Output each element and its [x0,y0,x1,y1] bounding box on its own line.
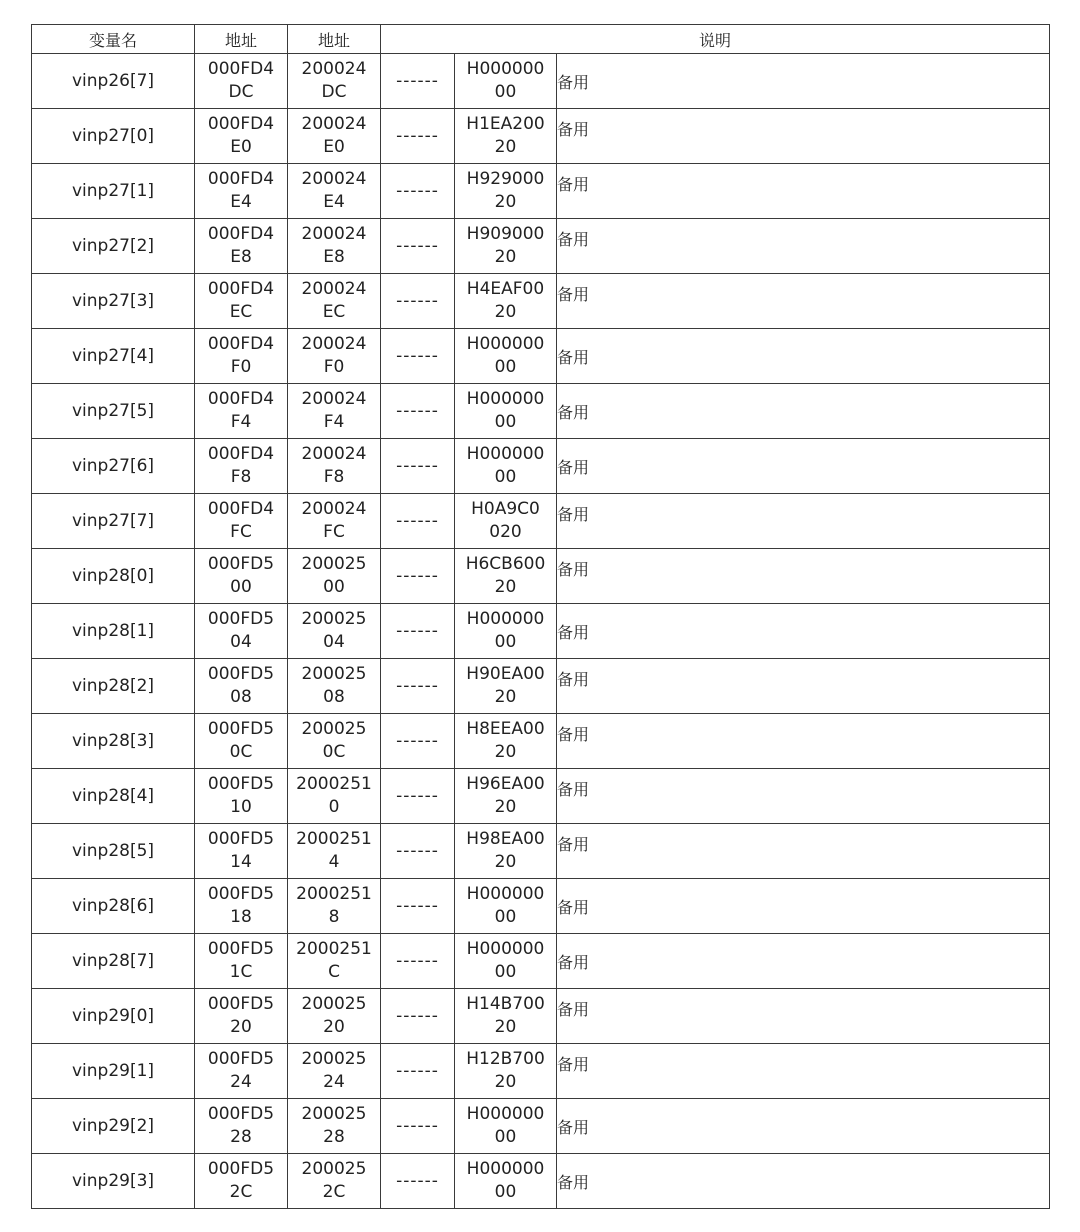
line-1: H98EA00 [466,829,545,849]
address-2-cell [288,879,381,934]
line-2: FC [230,522,252,542]
description-cell: 备用 [557,604,1050,659]
line-2: 28 [230,1127,252,1147]
hex-value-cell [455,439,557,494]
description-cell: 备用 [557,54,1050,109]
line-1: 000FD4 [207,334,275,354]
line-2: FC [323,522,345,542]
line-2: 020 [489,522,522,542]
line-2: E8 [230,247,252,267]
variable-name-cell: vinp28[3] [32,714,195,769]
line-2: 20 [494,192,517,212]
placeholder-dash-cell: ------ [381,1044,455,1099]
placeholder-dash-cell: ------ [381,879,455,934]
variable-name-cell: vinp28[1] [32,604,195,659]
header-description: 说明 [381,25,1050,54]
line-2: 20 [494,852,517,872]
table-row [32,989,1050,1044]
table-row [32,494,1050,549]
address-2-cell [288,494,381,549]
line-2: 20 [494,247,517,267]
line-2: E0 [230,137,252,157]
address-2-cell [288,219,381,274]
line-2: 8 [328,907,340,927]
line-1: H000000 [466,884,545,904]
variable-name-cell: vinp26[7] [32,54,195,109]
address-2-cell [288,384,381,439]
variable-name-cell: vinp27[2] [32,219,195,274]
line-1: H000000 [466,334,545,354]
variable-name-cell: vinp28[0] [32,549,195,604]
address-2-cell [288,769,381,824]
variable-name-cell: vinp27[4] [32,329,195,384]
line-2: DC [321,82,347,102]
variable-name-cell: vinp28[4] [32,769,195,824]
placeholder-dash-cell: ------ [381,219,455,274]
hex-value-cell [455,54,557,109]
placeholder-dash-cell: ------ [381,494,455,549]
description-cell: 备用 [557,439,1050,494]
address-1-cell [195,714,288,769]
description-cell: 备用 [557,769,1050,824]
line-2: 00 [494,412,517,432]
description-cell: 备用 [557,879,1050,934]
line-1: H909000 [466,224,545,244]
address-2-cell [288,1154,381,1209]
hex-value-cell [455,879,557,934]
line-1: 2000251 [296,774,372,794]
line-2: F0 [230,357,252,377]
placeholder-dash-cell: ------ [381,164,455,219]
line-2: 24 [230,1072,252,1092]
hex-value-cell [455,824,557,879]
address-1-cell [195,879,288,934]
address-2-cell [288,164,381,219]
variable-name-cell: vinp27[0] [32,109,195,164]
variable-name-cell: vinp29[1] [32,1044,195,1099]
description-cell: 备用 [557,1099,1050,1154]
address-2-cell [288,604,381,659]
line-2: F4 [323,412,345,432]
description-cell: 备用 [557,109,1050,164]
line-2: C [328,962,340,982]
address-1-cell [195,384,288,439]
line-2: 0 [328,797,340,817]
placeholder-dash-cell: ------ [381,329,455,384]
hex-value-cell [455,934,557,989]
hex-value-cell [455,274,557,329]
line-1: 200025 [301,1104,367,1124]
address-1-cell [195,1154,288,1209]
variable-name-cell: vinp27[3] [32,274,195,329]
line-1: 000FD5 [207,994,275,1014]
description-cell: 备用 [557,989,1050,1044]
address-2-cell [288,824,381,879]
line-2: F0 [323,357,345,377]
line-2: 00 [494,357,517,377]
line-1: 2000251 [296,939,372,959]
description-cell: 备用 [557,164,1050,219]
address-2-cell [288,659,381,714]
line-1: 200024 [301,114,367,134]
line-1: 000FD4 [207,224,275,244]
header-address-2: 地址 [288,25,381,54]
table-row [32,164,1050,219]
line-2: 00 [494,1127,517,1147]
table-row [32,274,1050,329]
table-row [32,549,1050,604]
line-2: F4 [230,412,252,432]
table-row [32,329,1050,384]
line-1: 200024 [301,169,367,189]
placeholder-dash-cell: ------ [381,824,455,879]
placeholder-dash-cell: ------ [381,604,455,659]
description-cell: 备用 [557,714,1050,769]
line-1: H000000 [466,939,545,959]
line-2: 00 [494,1182,517,1202]
line-2: 00 [323,577,345,597]
hex-value-cell [455,164,557,219]
line-1: H4EAF00 [466,279,545,299]
address-2-cell [288,549,381,604]
placeholder-dash-cell: ------ [381,934,455,989]
address-2-cell [288,329,381,384]
hex-value-cell [455,659,557,714]
line-2: 00 [494,82,517,102]
line-1: 200024 [301,389,367,409]
description-cell: 备用 [557,824,1050,879]
variable-name-cell: vinp28[2] [32,659,195,714]
line-1: 200025 [301,554,367,574]
table-header-row [32,25,1050,54]
line-1: 200024 [301,334,367,354]
placeholder-dash-cell: ------ [381,714,455,769]
line-2: E8 [323,247,345,267]
line-1: 000FD4 [207,59,275,79]
variable-name-cell: vinp28[5] [32,824,195,879]
line-1: 200025 [301,1049,367,1069]
line-2: E4 [323,192,345,212]
line-1: H6CB600 [465,554,546,574]
line-1: H000000 [466,59,545,79]
line-2: E0 [323,137,345,157]
line-1: 200025 [301,664,367,684]
address-1-cell [195,604,288,659]
line-1: H90EA00 [466,664,545,684]
address-1-cell [195,494,288,549]
line-2: 00 [494,962,517,982]
address-2-cell [288,934,381,989]
variable-name-cell: vinp27[7] [32,494,195,549]
line-2: 20 [494,577,517,597]
line-1: H000000 [466,1159,545,1179]
line-1: H12B700 [466,1049,545,1069]
line-2: 14 [230,852,252,872]
table-row [32,714,1050,769]
line-1: 000FD4 [207,169,275,189]
line-2: 20 [494,1017,517,1037]
table-row [32,879,1050,934]
address-1-cell [195,769,288,824]
line-2: 0C [322,742,346,762]
placeholder-dash-cell: ------ [381,769,455,824]
description-cell: 备用 [557,219,1050,274]
address-2-cell [288,439,381,494]
variable-name-cell: vinp29[3] [32,1154,195,1209]
line-1: 200024 [301,444,367,464]
line-2: 20 [494,302,517,322]
hex-value-cell [455,494,557,549]
header-address-1: 地址 [195,25,288,54]
line-2: EC [229,302,253,322]
line-1: 000FD5 [207,609,275,629]
header-variable-name: 变量名 [32,25,195,54]
line-2: 20 [494,797,517,817]
hex-value-cell [455,604,557,659]
table-row [32,659,1050,714]
line-2: E4 [230,192,252,212]
line-1: 200025 [301,994,367,1014]
table-row [32,1044,1050,1099]
variable-name-cell: vinp28[7] [32,934,195,989]
line-2: 2C [229,1182,253,1202]
line-1: 200024 [301,59,367,79]
line-1: 000FD4 [207,114,275,134]
variable-name-cell: vinp27[6] [32,439,195,494]
line-2: 4 [328,852,340,872]
line-1: 2000251 [296,829,372,849]
line-2: 18 [230,907,252,927]
address-1-cell [195,1099,288,1154]
placeholder-dash-cell: ------ [381,109,455,164]
line-1: 000FD5 [207,939,275,959]
line-2: DC [228,82,254,102]
description-cell: 备用 [557,1154,1050,1209]
line-2: 04 [323,632,345,652]
hex-value-cell [455,549,557,604]
line-2: 08 [323,687,345,707]
line-2: EC [322,302,346,322]
table-row [32,54,1050,109]
address-1-cell [195,109,288,164]
description-cell: 备用 [557,384,1050,439]
line-2: 20 [494,1072,517,1092]
table-row [32,769,1050,824]
placeholder-dash-cell: ------ [381,1154,455,1209]
line-2: 00 [494,467,517,487]
line-2: 10 [230,797,252,817]
line-1: 2000251 [296,884,372,904]
placeholder-dash-cell: ------ [381,1099,455,1154]
line-2: 20 [494,687,517,707]
hex-value-cell [455,989,557,1044]
line-1: 200024 [301,279,367,299]
line-1: 000FD5 [207,884,275,904]
line-1: 000FD5 [207,774,275,794]
hex-value-cell [455,769,557,824]
line-1: H96EA00 [466,774,545,794]
line-2: F8 [230,467,252,487]
description-cell: 备用 [557,494,1050,549]
variable-name-cell: vinp29[2] [32,1099,195,1154]
address-1-cell [195,164,288,219]
line-2: 0C [229,742,253,762]
hex-value-cell [455,1154,557,1209]
line-1: 000FD5 [207,719,275,739]
address-1-cell [195,1044,288,1099]
hex-value-cell [455,384,557,439]
address-1-cell [195,54,288,109]
table-body [32,54,1050,1209]
address-2-cell [288,54,381,109]
address-1-cell [195,439,288,494]
variable-name-cell: vinp27[1] [32,164,195,219]
address-1-cell [195,549,288,604]
address-1-cell [195,274,288,329]
hex-value-cell [455,219,557,274]
line-2: 28 [323,1127,345,1147]
placeholder-dash-cell: ------ [381,274,455,329]
table-row [32,1154,1050,1209]
line-2: 24 [323,1072,345,1092]
address-1-cell [195,989,288,1044]
variable-name-cell: vinp27[5] [32,384,195,439]
address-2-cell [288,109,381,164]
description-cell: 备用 [557,1044,1050,1099]
address-1-cell [195,659,288,714]
line-1: H000000 [466,1104,545,1124]
line-2: 20 [323,1017,345,1037]
address-1-cell [195,329,288,384]
line-1: H1EA200 [466,114,545,134]
line-1: 000FD5 [207,829,275,849]
line-1: 200024 [301,499,367,519]
address-1-cell [195,824,288,879]
table-row [32,604,1050,659]
table-row [32,1099,1050,1154]
hex-value-cell [455,714,557,769]
line-1: 000FD5 [207,554,275,574]
hex-value-cell [455,329,557,384]
line-1: 000FD4 [207,444,275,464]
table-row [32,934,1050,989]
line-1: 200024 [301,224,367,244]
line-1: 200025 [301,1159,367,1179]
line-1: H0A9C0 [471,499,540,519]
placeholder-dash-cell: ------ [381,549,455,604]
placeholder-dash-cell: ------ [381,439,455,494]
address-2-cell [288,989,381,1044]
line-1: 000FD4 [207,389,275,409]
address-2-cell [288,714,381,769]
description-cell: 备用 [557,274,1050,329]
line-2: 00 [494,632,517,652]
description-cell: 备用 [557,329,1050,384]
line-1: 000FD5 [207,1104,275,1124]
line-1: H8EEA00 [466,719,545,739]
line-2: 08 [230,687,252,707]
line-2: 2C [322,1182,346,1202]
line-2: 00 [230,577,252,597]
line-2: 04 [230,632,252,652]
line-2: 20 [494,137,517,157]
address-2-cell [288,274,381,329]
hex-value-cell [455,109,557,164]
line-1: 000FD5 [207,664,275,684]
line-2: F8 [323,467,345,487]
address-2-cell [288,1044,381,1099]
line-1: 200025 [301,719,367,739]
line-2: 20 [230,1017,252,1037]
hex-value-cell [455,1099,557,1154]
placeholder-dash-cell: ------ [381,659,455,714]
register-table [31,24,1050,1209]
address-1-cell [195,934,288,989]
placeholder-dash-cell: ------ [381,384,455,439]
table-row [32,824,1050,879]
description-cell: 备用 [557,549,1050,604]
table-row [32,109,1050,164]
table-row [32,219,1050,274]
line-1: H14B700 [466,994,545,1014]
line-1: 200025 [301,609,367,629]
line-1: 000FD5 [207,1159,275,1179]
description-cell: 备用 [557,659,1050,714]
line-1: 000FD4 [207,279,275,299]
line-1: H000000 [466,444,545,464]
line-2: 1C [229,962,253,982]
address-2-cell [288,1099,381,1154]
line-1: 000FD4 [207,499,275,519]
line-2: 20 [494,742,517,762]
line-1: H929000 [466,169,545,189]
line-1: H000000 [466,389,545,409]
table-row [32,384,1050,439]
line-1: 000FD5 [207,1049,275,1069]
hex-value-cell [455,1044,557,1099]
description-cell: 备用 [557,934,1050,989]
variable-name-cell: vinp29[0] [32,989,195,1044]
variable-name-cell: vinp28[6] [32,879,195,934]
placeholder-dash-cell: ------ [381,54,455,109]
address-1-cell [195,219,288,274]
table-row [32,439,1050,494]
line-2: 00 [494,907,517,927]
placeholder-dash-cell: ------ [381,989,455,1044]
line-1: H000000 [466,609,545,629]
